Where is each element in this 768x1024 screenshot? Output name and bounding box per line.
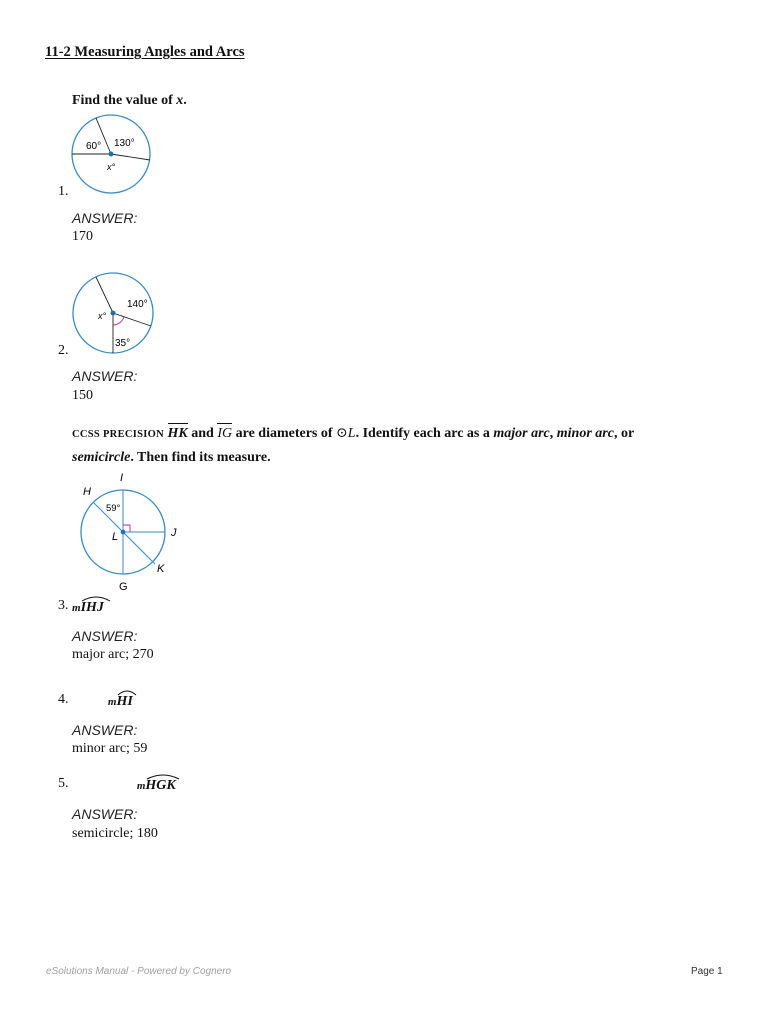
answer-value: major arc; 270	[72, 647, 154, 662]
arc-overline	[81, 594, 111, 602]
label-j: J	[171, 527, 177, 539]
arc-measure-ihj	[72, 600, 104, 616]
problem-1-figure	[68, 113, 158, 197]
measure-m: m	[107, 696, 117, 708]
find-prompt	[72, 93, 187, 109]
answer-value: minor arc; 59	[72, 741, 148, 756]
arc-overline	[117, 688, 137, 696]
term-semicircle: semicircle	[72, 450, 131, 465]
term-major-arc: major arc	[493, 426, 550, 441]
ccss-and: and	[191, 426, 214, 441]
problem-2-figure	[68, 268, 158, 358]
angle-label-35: 35°	[115, 338, 131, 349]
answer-label: ANSWER:	[72, 210, 138, 226]
answer-value: 170	[72, 229, 93, 244]
label-l: L	[112, 531, 119, 543]
radius-line	[96, 277, 113, 313]
problem-number: 5.	[58, 776, 69, 791]
segment-ig: IG	[217, 422, 232, 445]
center-point	[109, 152, 114, 157]
answer-label: ANSWER:	[72, 806, 138, 822]
term-minor-arc: minor arc	[556, 426, 614, 441]
center-point	[121, 530, 126, 535]
arc-name: HGK	[145, 778, 176, 793]
radius-line	[111, 154, 150, 160]
page-title: 11-2 Measuring Angles and Arcs	[45, 44, 245, 60]
arc-name: HI	[116, 694, 133, 709]
ccss-then: . Then find its measure.	[130, 450, 271, 465]
problem-number: 4.	[58, 692, 69, 707]
angle-label-59: 59°	[106, 503, 121, 514]
answer-value: semicircle; 180	[72, 826, 158, 841]
arc-measure-hi	[108, 694, 133, 710]
answer-label: ANSWER:	[72, 722, 138, 738]
arc-name: IHJ	[80, 600, 104, 615]
measure-m: m	[136, 780, 146, 792]
page-number: Page 1	[691, 966, 723, 977]
label-h: H	[83, 486, 91, 498]
ccss-or: , or	[613, 426, 635, 441]
problem-number: 3.	[58, 598, 69, 613]
find-prompt-end: .	[183, 93, 187, 108]
segment-hk: HK	[168, 422, 188, 445]
problem-number: 1.	[58, 184, 69, 199]
circle-name: L	[347, 426, 356, 441]
answer-value: 150	[72, 388, 93, 403]
ccss-label: CCSS PRECISION	[72, 429, 165, 440]
find-prompt-text: Find the value of	[72, 93, 177, 108]
circle-l-figure	[76, 466, 186, 594]
center-point	[111, 311, 116, 316]
answer-label: ANSWER:	[72, 628, 138, 644]
arc-overline	[146, 772, 180, 780]
label-g: G	[119, 581, 128, 593]
ccss-are-diameters: are diameters of	[235, 426, 333, 441]
angle-label-60: 60°	[86, 141, 102, 152]
problem-number: 2.	[58, 343, 69, 358]
arc-measure-hgk	[137, 778, 176, 794]
footer-credit: eSolutions Manual - Powered by Cognero	[46, 966, 232, 977]
circle-symbol: ⊙	[336, 426, 348, 441]
angle-label-x: x°	[98, 311, 107, 321]
measure-m: m	[72, 602, 81, 614]
angle-arc-mark	[113, 317, 124, 325]
ccss-identify: . Identify each arc as a	[355, 426, 490, 441]
ccss-comma: ,	[549, 426, 554, 441]
answer-label: ANSWER:	[72, 368, 138, 384]
ccss-prompt	[72, 422, 712, 469]
angle-label-x: x°	[107, 162, 116, 172]
label-k: K	[157, 563, 165, 575]
label-i: I	[120, 472, 124, 484]
find-prompt-var: x	[176, 93, 184, 108]
angle-label-130: 130°	[114, 138, 135, 149]
angle-label-140: 140°	[127, 299, 148, 310]
